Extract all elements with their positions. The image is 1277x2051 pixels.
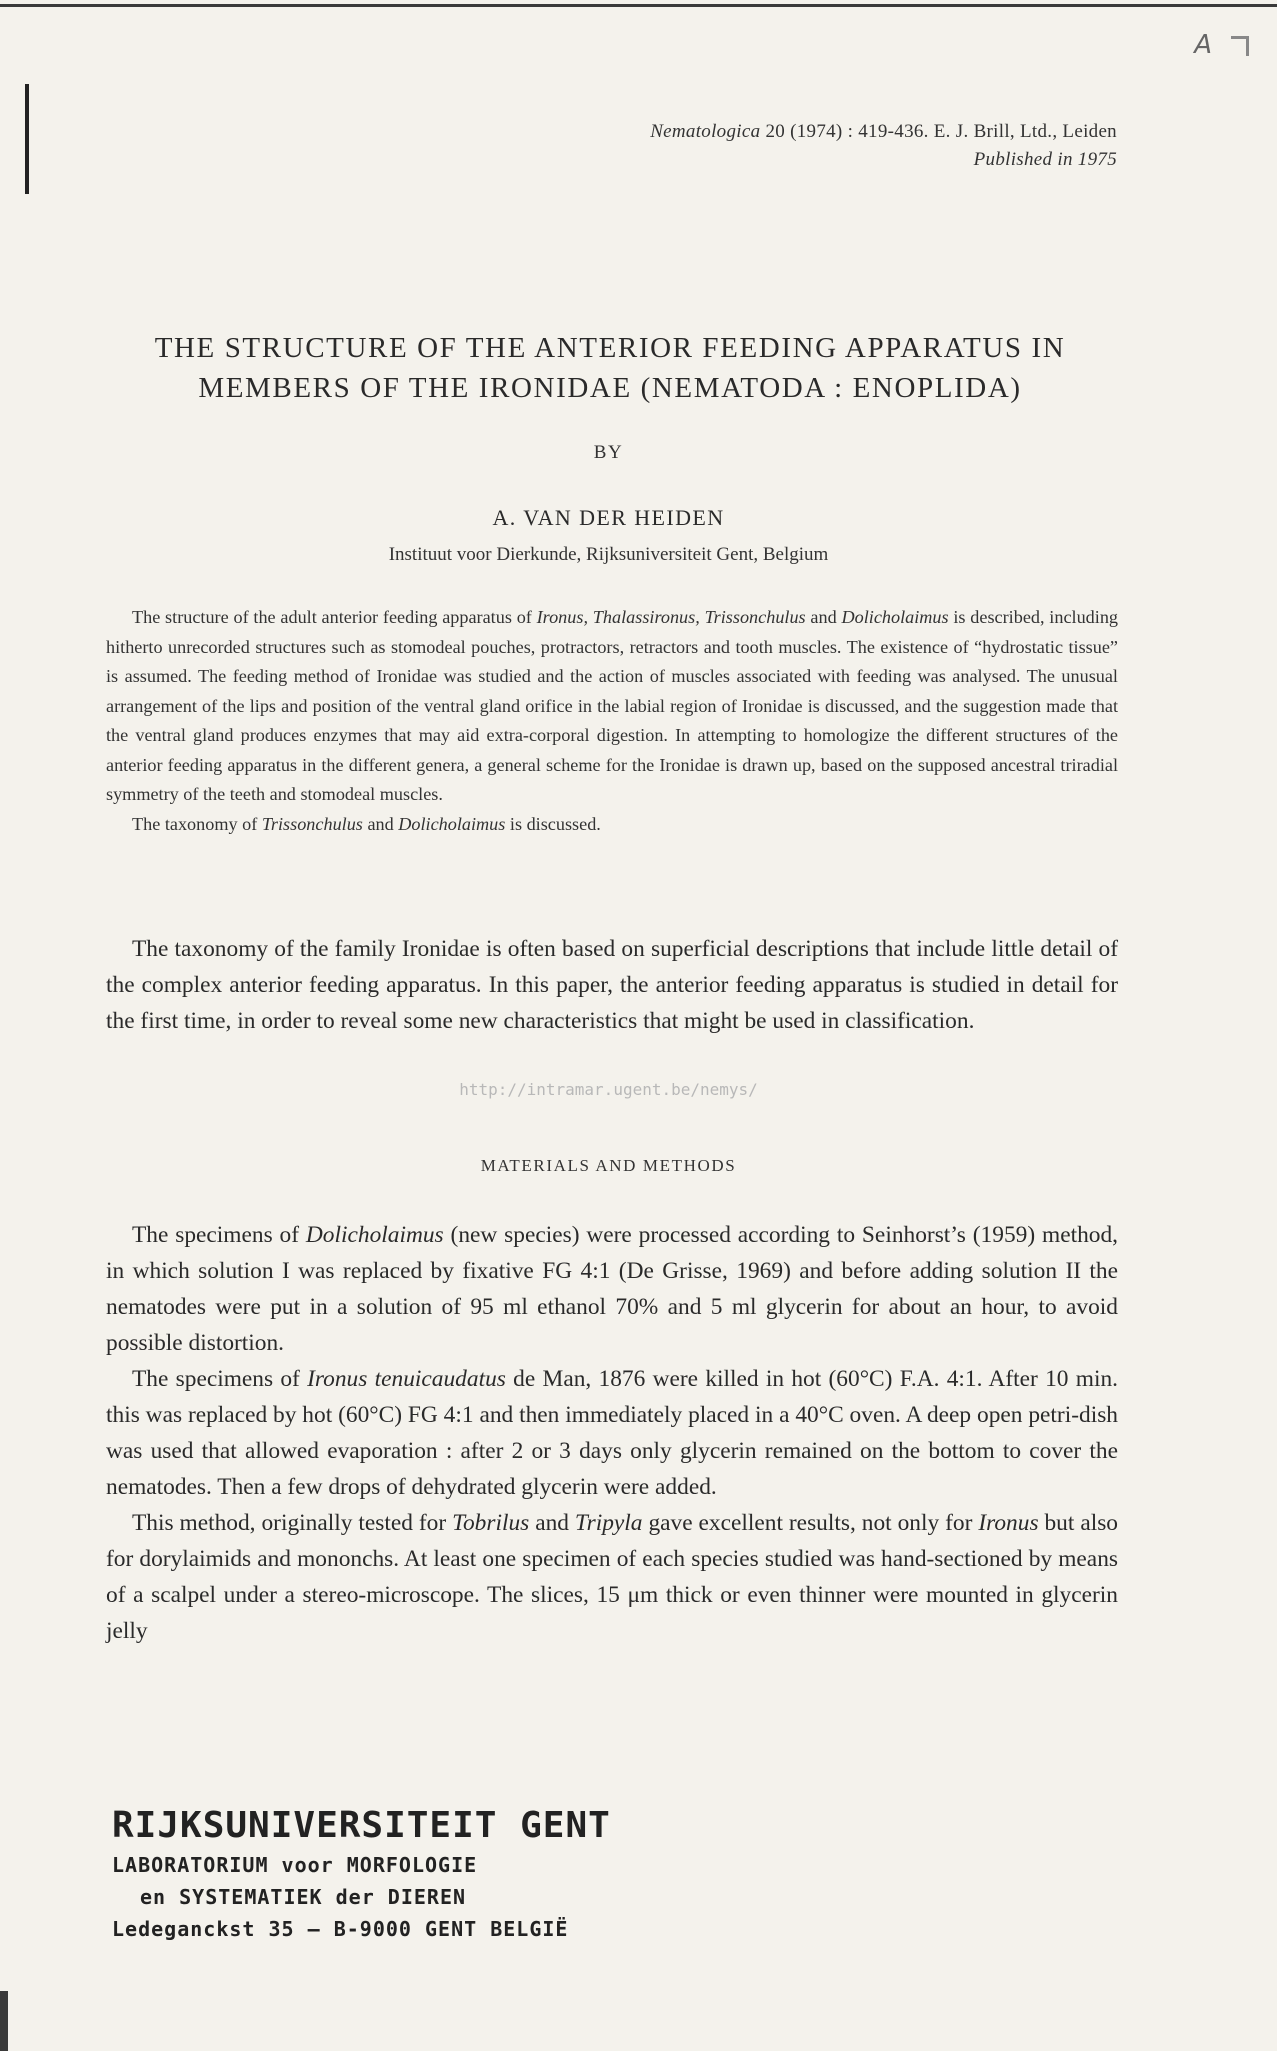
intro-paragraph: The taxonomy of the family Ironidae is often based on superficial descriptions that include little detail of the complex anterior feeding apparatus. In this paper, the anterior feeding apparatus is studied in detail for the first time, in order to reveal some new characteristics that might be used in classification. bbox=[106, 936, 1118, 1034]
genus-name: Trissonchulus bbox=[704, 607, 806, 627]
genus-name: Ironus bbox=[978, 1510, 1039, 1536]
stamp-line-2: LABORATORIUM voor MORFOLOGIE bbox=[112, 1853, 478, 1877]
abstract-paragraph: The structure of the adult anterior feeding apparatus of Ironus, Thalassironus, Trissonchulus and Dolicholaimus is described, including hitherto unrecorded structures such as stomodeal pouches, protractors, retractors and tooth muscles. The existence of “hydrostatic tissue” is assumed. The feeding method of Ironidae was studied and the action of muscles associated with feeding was analysed. The unusual arrangement of the lips and position of the ventral gland orifice in the labial region of Ironidae is discussed, and the suggestion made that the ventral gland produces enzymes that may aid extra-corporal digestion. In attempting to homologize the different structures of the anterior feeding apparatus in the different genera, a general scheme for the Ironidae is drawn up, based on the supposed ancestral triradial symmetry of the teeth and stomodeal muscles. bbox=[106, 607, 1119, 804]
genus-name: Tripyla bbox=[574, 1510, 643, 1536]
genus-name: Dolicholaimus bbox=[398, 813, 506, 834]
methods-paragraph: The specimens of Dolicholaimus (new species) were processed according to Seinhorst’s (1959) method, in which solution I was replaced by fixative FG 4:1 (De Grisse, 1969) and before adding solution II the nematodes were put in a solution of 95 ml ethanol 70% and 5 ml glycerin for about an hour, to avoid possible distortion. bbox=[106, 1222, 1119, 1356]
citation-line bbox=[650, 118, 1117, 146]
bottom-edge-mark bbox=[0, 1991, 8, 2051]
materials-and-methods bbox=[106, 1217, 1118, 1649]
genus-name: Dolicholaimus bbox=[841, 607, 949, 627]
section-heading-methods: MATERIALS AND METHODS bbox=[480, 1156, 737, 1175]
watermark-url: http://intramar.ugent.be/nemys/ bbox=[459, 1080, 758, 1099]
corner-annotation: A bbox=[1194, 30, 1212, 60]
species-name: Ironus tenuicaudatus bbox=[307, 1366, 506, 1392]
stamp-line-4: Ledeganckst 35 – B-9000 GENT BELGIË bbox=[112, 1917, 569, 1941]
genus-name: Trissonchulus bbox=[261, 813, 363, 834]
methods-paragraph: This method, originally tested for Tobrilus and Tripyla gave excellent results, not only for Ironus but also for dorylaimids and mononchs. At least one specimen of each species studied was hand-sectioned by means of a scalpel under a stereo-microscope. The slices, 15 μm thick or even thinner were mounted in glycerin jelly bbox=[106, 1510, 1118, 1644]
institution-stamp bbox=[112, 1803, 611, 1945]
genus-name: Dolicholaimus bbox=[305, 1222, 444, 1248]
journal-name: Nematologica bbox=[650, 121, 761, 142]
title-line-2: MEMBERS OF THE IRONIDAE (NEMATODA : ENOPLIDA) bbox=[198, 372, 1022, 404]
citation bbox=[650, 118, 1117, 174]
affiliation: Instituut voor Dierkunde, Rijksuniversiteit Gent, Belgium bbox=[388, 544, 829, 565]
corner-tick-mark-vertical bbox=[1246, 36, 1249, 56]
introduction bbox=[106, 931, 1118, 1039]
genus-name: Tobrilus bbox=[452, 1510, 530, 1536]
margin-mark bbox=[25, 84, 29, 194]
methods-paragraph: The specimens of Ironus tenuicaudatus de Man, 1876 were killed in hot (60°C) F.A. 4:1. After 10 min. this was replaced by hot (60°C) FG 4:1 and then immediately placed in a 40°C oven. A deep open petri-dish was used that allowed evaporation : after 2 or 3 days only glycerin remained on the bottom to cover the nematodes. Then a few drops of dehydrated glycerin were added. bbox=[106, 1366, 1119, 1500]
title-line-1: THE STRUCTURE OF THE ANTERIOR FEEDING APPARATUS IN bbox=[154, 332, 1066, 364]
genus-name: Thalassironus, bbox=[592, 607, 700, 627]
published-date: Published in 1975 bbox=[973, 149, 1117, 170]
abstract-paragraph: The taxonomy of Trissonchulus and Dolicholaimus is discussed. bbox=[132, 813, 601, 834]
citation-details: 20 (1974) : 419-436. E. J. Brill, Ltd., Leiden bbox=[765, 121, 1117, 142]
top-border-line bbox=[0, 4, 1277, 7]
by-line: BY bbox=[593, 442, 624, 463]
abstract bbox=[106, 603, 1118, 839]
paper-title bbox=[95, 328, 1125, 408]
genus-name: Ironus, bbox=[536, 607, 588, 627]
author-name: A. VAN DER HEIDEN bbox=[492, 505, 725, 530]
stamp-line-1: RIJKSUNIVERSITEIT GENT bbox=[112, 1805, 611, 1846]
stamp-line-3: en SYSTEMATIEK der DIEREN bbox=[140, 1885, 467, 1909]
